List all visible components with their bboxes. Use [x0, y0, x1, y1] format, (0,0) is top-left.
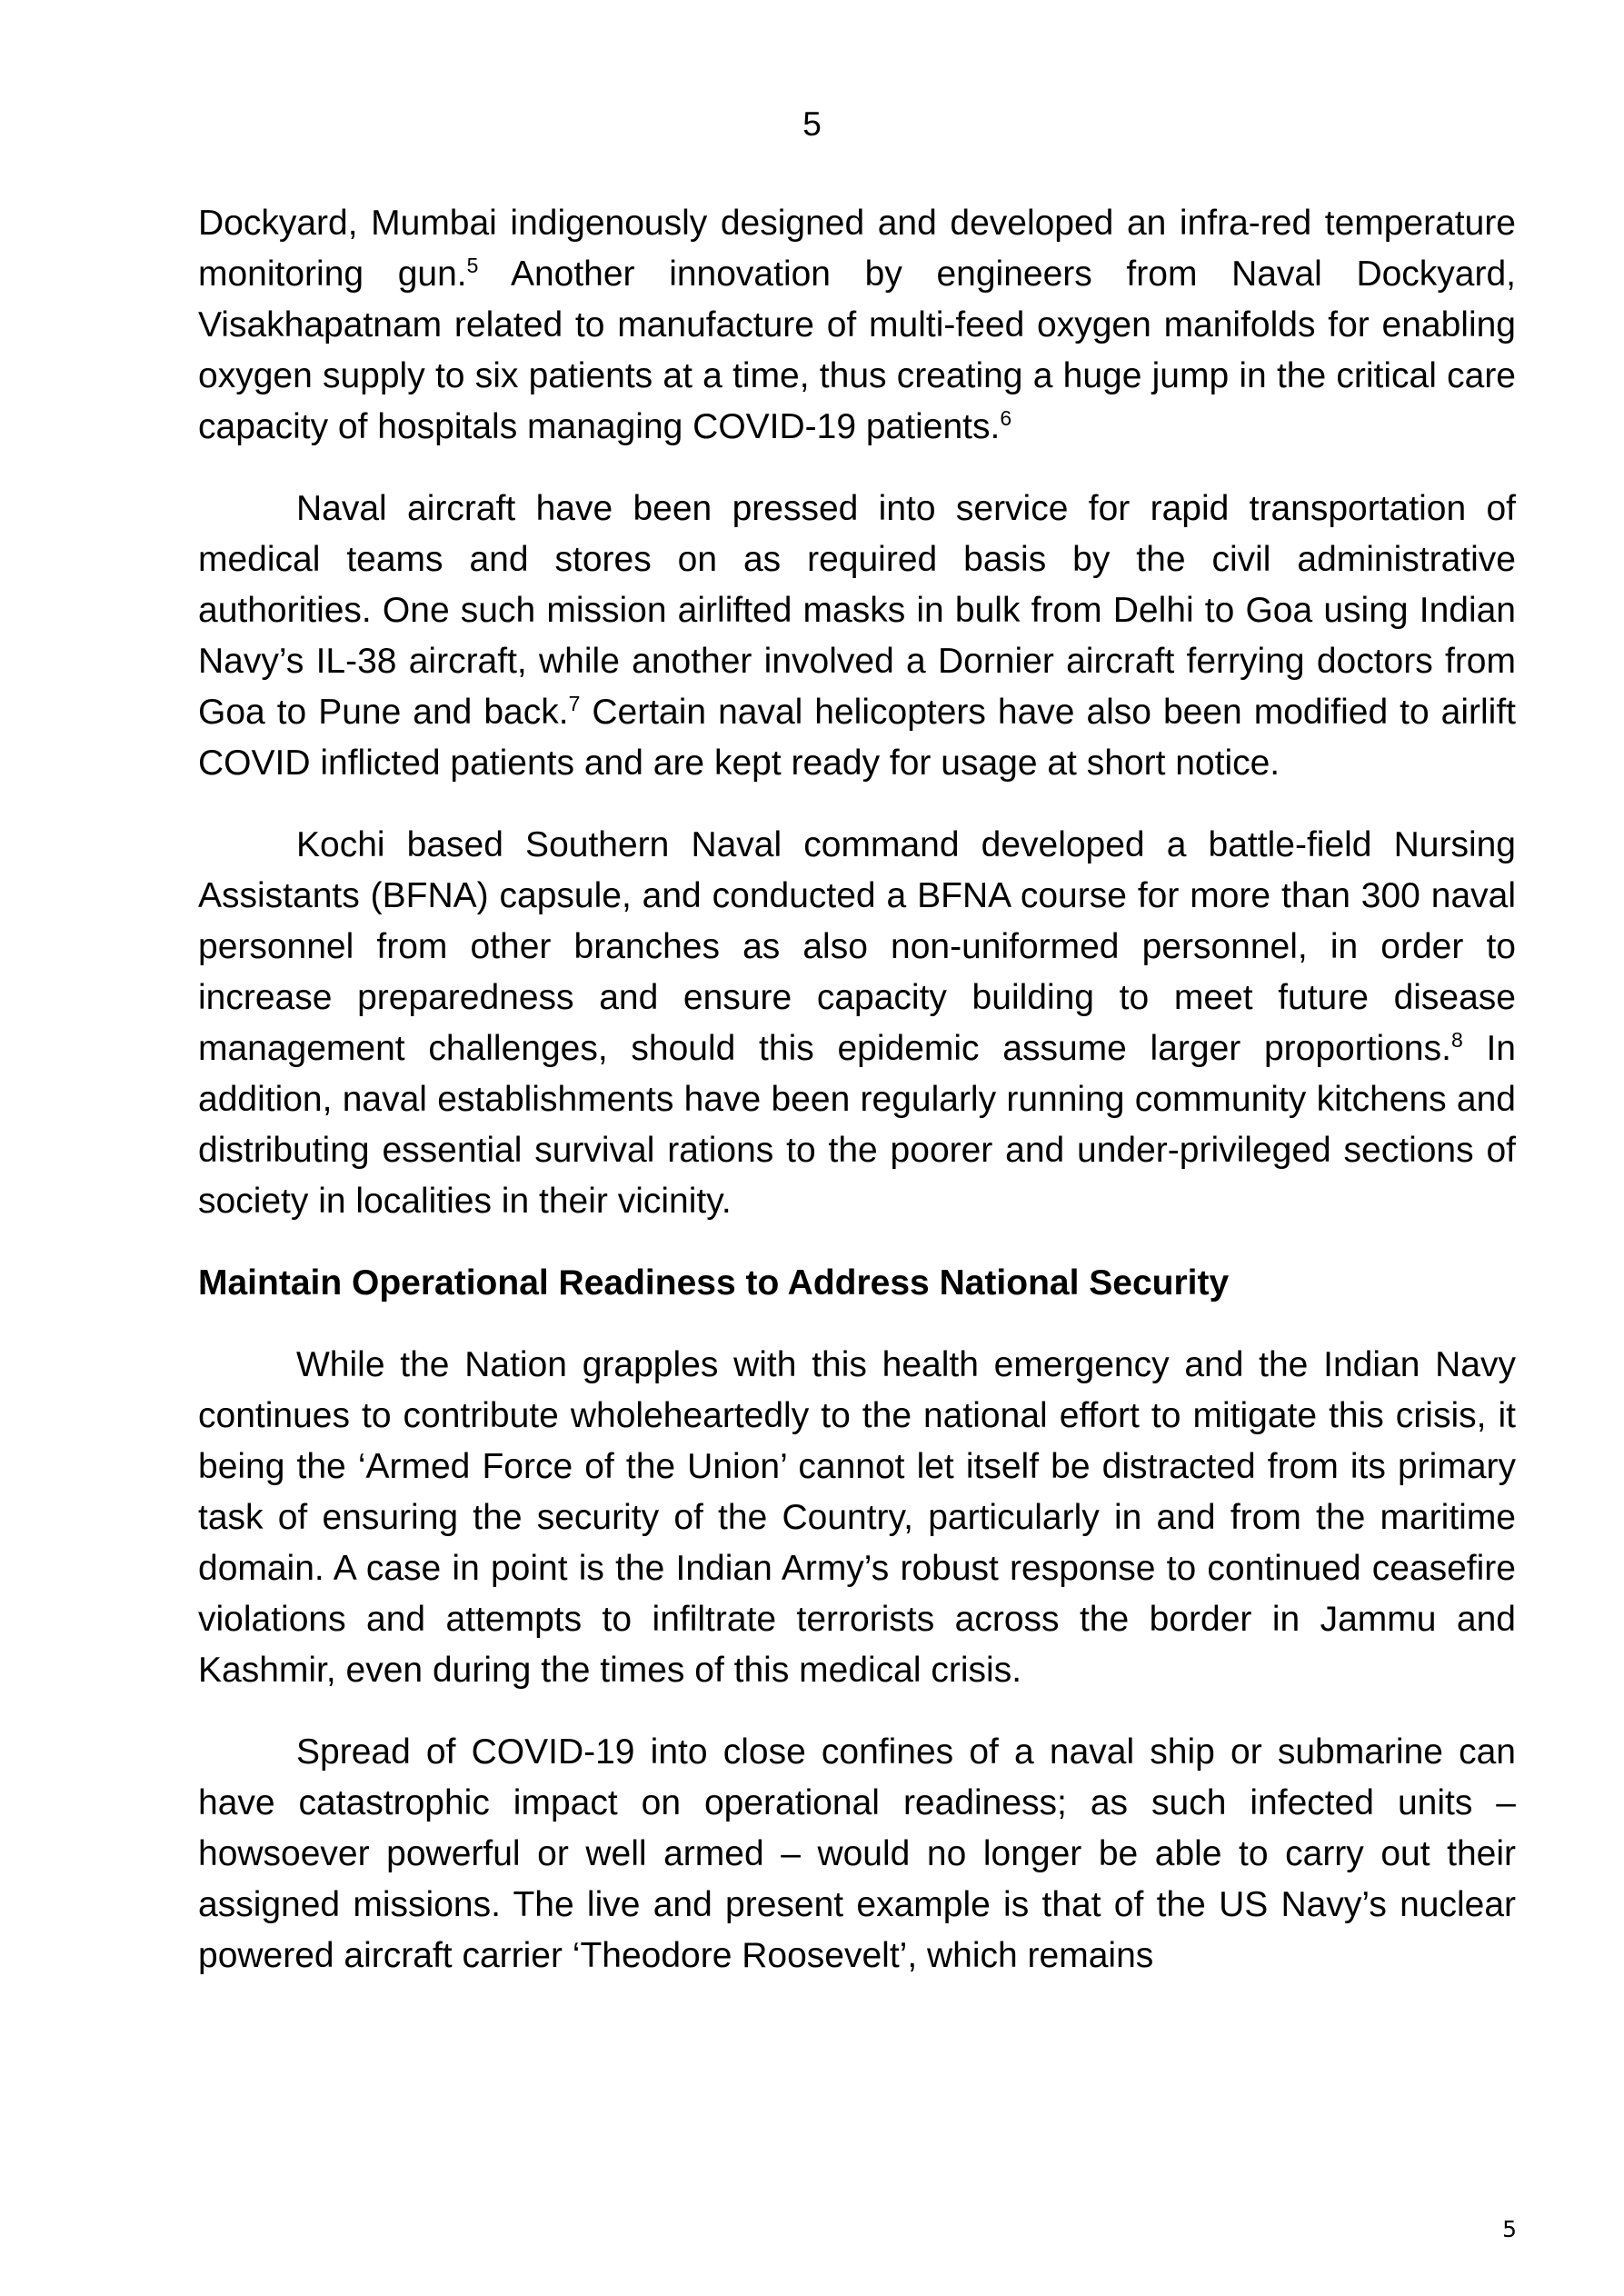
paragraph-dockyard-innovations: [198, 198, 1516, 453]
page-number-footer: 5: [1502, 2216, 1517, 2242]
section-heading: Maintain Operational Readiness to Address National Security: [198, 1263, 1230, 1303]
paragraph-text: Dockyard, Mumbai indigenously designed and developed an infra-red temperature monitoring gun.: [198, 204, 1516, 294]
paragraph-covid-spread: Spread of COVID-19 into close confines of a naval ship or submarine can have catastrophic impact on operational readiness; as such infected units – howsoever powerful or well armed – would no longer be able to carry out their assigned missions. The live and present example is that of the US Navy’s nuclear powered aircraft carrier ‘Theodore Roosevelt’, which remains: [198, 1732, 1516, 1975]
document-body: [198, 198, 1516, 2012]
paragraph-bfna-course: [198, 820, 1516, 1227]
footnote-ref-6[interactable]: 6: [1000, 406, 1012, 430]
paragraph-naval-aircraft: [198, 484, 1516, 789]
paragraph-text: Certain naval helicopters have also been modified to airlift COVID inflicted patients and are kept ready for usage at short notice.: [198, 693, 1516, 783]
paragraph-text: Kochi based Southern Naval command developed a battle-field Nursing Assistants (BFNA) capsule, and conducted a BFNA course for more than 300 naval personnel from other branches as also non-uniformed personnel, in order to increase preparedness and ensure capacity building to meet future disease management challenges, should this epidemic assume larger proportions.: [198, 825, 1516, 1068]
paragraph-text: In addition, naval establishments have been regularly running community kitchens and distributing essential survival rations to the poorer and under-privileged sections of society in localities in their vicinity.: [198, 1029, 1516, 1221]
paragraph-national-security: While the Nation grapples with this health emergency and the Indian Navy continues to contribute wholeheartedly to the national effort to mitigate this crisis, it being the ‘Armed Force of the Union’ cannot let itself be distracted from its primary task of ensuring the security of the Country, particularly in and from the maritime domain. A case in point is the Indian Army’s robust response to continued ceasefire violations and attempts to infiltrate terrorists across the border in Jammu and Kashmir, even during the times of this medical crisis.: [198, 1345, 1516, 1690]
footnote-ref-7[interactable]: 7: [568, 692, 581, 715]
footnote-ref-8[interactable]: 8: [1450, 1028, 1463, 1052]
page-number-header: 5: [802, 105, 822, 143]
paragraph-text: Another innovation by engineers from Naval Dockyard, Visakhapatnam related to manufacture of multi-feed oxygen manifolds for enabling oxygen supply to six patients at a time, thus creating a huge jump in the critical care capacity of hospitals managing COVID-19 patients.: [198, 255, 1516, 446]
paragraph-text: Naval aircraft have been pressed into service for rapid transportation of medical teams and stores on as required basis by the civil administrative authorities. One such mission airlifted masks in bulk from Delhi to Goa using Indian Navy’s IL-38 aircraft, while another involved a Dornier aircraft ferrying doctors from Goa to Pune and back.: [198, 489, 1516, 732]
footnote-ref-5[interactable]: 5: [466, 254, 479, 277]
